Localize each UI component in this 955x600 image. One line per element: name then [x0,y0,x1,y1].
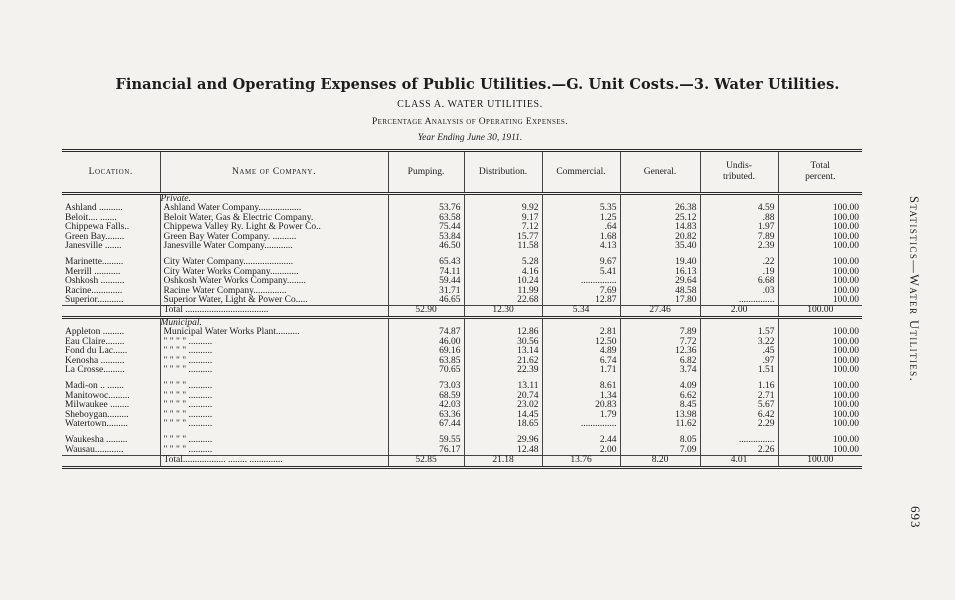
commercial-cell: ............... [542,420,620,429]
total-cell: 100.00 [778,277,862,286]
table-row [62,420,862,429]
empty-cell [62,456,160,467]
total-cell: 100.00 [778,223,862,232]
pumping-cell: 65.43 [388,258,464,267]
header-undistributed: Undis- tributed. [700,151,778,194]
general-cell: 7.89 [620,328,700,337]
table-row [62,296,862,306]
commercial-cell: 2.81 [542,328,620,337]
distribution-total-cell: 21.18 [464,456,542,467]
header-general: General. [620,151,700,194]
location-cell: Waukesha ......... [65,435,128,446]
undistributed-cell: 1.51 [700,366,778,375]
general-cell: 16.13 [620,268,700,277]
company-cell: " " " " .......... [160,357,388,366]
commercial-cell: 1.34 [542,392,620,401]
distribution-cell: 12.86 [464,328,542,337]
running-head: Statistics—Water Utilities. [907,196,921,383]
expenses-table-wrapper [62,149,862,529]
company-cell: City Water Works Company............ [160,268,388,277]
commercial-cell: 2.00 [542,446,620,456]
pumping-cell: 63.58 [388,214,464,223]
company-cell: " " " " .......... [160,347,388,356]
undistributed-cell: 4.59 [700,204,778,213]
undistributed-cell: .19 [700,268,778,277]
distribution-cell: 9.17 [464,214,542,223]
total-cell: 100.00 [778,214,862,223]
undistributed-cell: 7.89 [700,233,778,242]
company-cell: " " " " .......... [160,436,388,445]
general-cell: 17.80 [620,296,700,306]
general-cell: 25.12 [620,214,700,223]
commercial-cell: 4.89 [542,347,620,356]
distribution-cell: 20.74 [464,392,542,401]
location-cell: Ashland .......... [65,203,123,214]
pumping-cell: 59.44 [388,277,464,286]
table-body [62,194,862,468]
empty-cell [62,306,160,317]
location-cell: Marinette......... [65,257,124,268]
undistributed-cell: 6.42 [700,411,778,420]
undistributed-cell: .03 [700,287,778,296]
total-cell: 100.00 [778,204,862,213]
undistributed-cell: ............... [700,296,778,306]
undistributed-cell: 2.39 [700,242,778,251]
undistributed-cell: 3.22 [700,338,778,347]
general-cell: 20.82 [620,233,700,242]
distribution-cell: 14.45 [464,411,542,420]
distribution-cell: 23.02 [464,401,542,410]
distribution-cell: 21.62 [464,357,542,366]
municipal-section-label: Municipal. [160,317,388,328]
company-cell: Green Bay Water Company. .......... [160,233,388,242]
table-row [62,366,862,375]
distribution-cell: 4.16 [464,268,542,277]
pumping-cell: 74.11 [388,268,464,277]
total-cell: 100.00 [778,233,862,242]
pumping-cell: 76.17 [388,446,464,456]
location-cell: Madi-on .. ....... [65,381,124,392]
header-distribution: Distribution. [464,151,542,194]
location-cell: Fond du Lac...... [65,346,128,357]
total-cell: 100.00 [778,411,862,420]
header-total-percent: Total percent. [778,151,862,194]
total-cell: 100.00 [778,382,862,391]
location-cell: Milwaukee ........ [65,400,130,411]
location-cell: Oshkosh .......... [65,276,125,287]
company-cell: Ashland Water Company.................. [160,204,388,213]
location-cell: Superior........... [65,295,124,306]
undistributed-cell: 1.57 [700,328,778,337]
commercial-cell: 7.69 [542,287,620,296]
location-cell: Chippewa Falls.. [65,222,130,233]
commercial-cell: 2.44 [542,436,620,445]
commercial-cell: 12.50 [542,338,620,347]
commercial-total-cell: 5.34 [542,306,620,317]
commercial-cell: 4.13 [542,242,620,251]
commercial-cell: 1.71 [542,366,620,375]
page-title: Financial and Operating Expenses of Public Utilities.—G. Unit Costs.—3. Water Utilities. [115,76,840,93]
undistributed-cell: .45 [700,347,778,356]
private-section-label: Private. [160,194,388,205]
undistributed-cell: 1.16 [700,382,778,391]
distribution-cell: 22.68 [464,296,542,306]
general-cell: 48.58 [620,287,700,296]
total-label: Total.................. ........ .............. [160,456,388,467]
location-cell: Manitowoc......... [65,390,130,401]
commercial-total-cell: 13.76 [542,456,620,467]
general-cell: 4.09 [620,382,700,391]
table-row [62,242,862,251]
company-cell: Oshkosh Water Works Company........ [160,277,388,286]
total-cell: 100.00 [778,420,862,429]
general-cell: 8.05 [620,436,700,445]
pumping-cell: 53.76 [388,204,464,213]
general-cell: 14.83 [620,223,700,232]
undistributed-total-cell: 2.00 [700,306,778,317]
year-line: Year Ending June 30, 1911. [417,133,523,143]
company-cell: Chippewa Valley Ry. Light & Power Co.. [160,223,388,232]
location-cell: Wausau............ [65,444,124,455]
general-cell: 29.64 [620,277,700,286]
table-row [62,446,862,456]
distribution-cell: 30.56 [464,338,542,347]
undistributed-cell: ............... [700,436,778,445]
company-cell: Racine Water Company.............. [160,287,388,296]
total-cell: 100.00 [778,357,862,366]
general-cell: 26.38 [620,204,700,213]
company-cell: " " " " .......... [160,446,388,456]
general-cell: 6.62 [620,392,700,401]
company-cell: " " " " .......... [160,411,388,420]
commercial-cell: 12.87 [542,296,620,306]
general-cell: 11.62 [620,420,700,429]
location-cell: Racine............. [65,285,123,296]
location-cell: Merrill ........... [65,266,121,277]
distribution-cell: 5.28 [464,258,542,267]
pumping-cell: 63.36 [388,411,464,420]
total-cell: 100.00 [778,446,862,456]
expenses-table [62,149,862,469]
distribution-cell: 13.14 [464,347,542,356]
company-cell: City Water Company..................... [160,258,388,267]
total-label: Total ................................... [160,306,388,317]
undistributed-cell: .22 [700,258,778,267]
location-cell: Janesville ....... [65,241,122,252]
commercial-cell: 1.68 [542,233,620,242]
pumping-cell: 69.16 [388,347,464,356]
general-cell: 7.72 [620,338,700,347]
distribution-total-cell: 12.30 [464,306,542,317]
general-cell: 3.74 [620,366,700,375]
pumping-cell: 74.87 [388,328,464,337]
general-cell: 6.82 [620,357,700,366]
total-cell: 100.00 [778,328,862,337]
distribution-cell: 10.24 [464,277,542,286]
distribution-cell: 29.96 [464,436,542,445]
pumping-cell: 53.84 [388,233,464,242]
pumping-cell: 73.03 [388,382,464,391]
commercial-cell: 6.74 [542,357,620,366]
pumping-cell: 42.03 [388,401,464,410]
undistributed-cell: 5.67 [700,401,778,410]
total-cell: 100.00 [778,392,862,401]
total-cell: 100.00 [778,347,862,356]
commercial-cell: 1.25 [542,214,620,223]
undistributed-cell: .97 [700,357,778,366]
pumping-cell: 68.59 [388,392,464,401]
general-cell: 13.98 [620,411,700,420]
undistributed-cell: .88 [700,214,778,223]
header-row [62,151,862,194]
company-cell: " " " " .......... [160,401,388,410]
company-cell: " " " " .......... [160,366,388,375]
distribution-cell: 22.39 [464,366,542,375]
distribution-cell: 11.99 [464,287,542,296]
total-cell: 100.00 [778,296,862,306]
commercial-cell: 5.41 [542,268,620,277]
company-cell: " " " " .......... [160,338,388,347]
general-total-cell: 8.20 [620,456,700,467]
table-subtitle: Percentage Analysis of Operating Expenses. [372,117,568,127]
general-cell: 19.40 [620,258,700,267]
total-cell: 100.00 [778,258,862,267]
company-cell: Superior Water, Light & Power Co..... [160,296,388,306]
general-total-cell: 27.46 [620,306,700,317]
pumping-cell: 75.44 [388,223,464,232]
location-cell: Appleton ......... [65,327,125,338]
total-cell: 100.00 [778,366,862,375]
commercial-cell: 20.83 [542,401,620,410]
total-cell: 100.00 [778,436,862,445]
header-commercial: Commercial. [542,151,620,194]
total-total-cell: 100.00 [778,456,862,467]
undistributed-cell: 2.26 [700,446,778,456]
undistributed-cell: 2.29 [700,420,778,429]
pumping-cell: 46.65 [388,296,464,306]
distribution-cell: 18.65 [464,420,542,429]
location-cell: Watertown......... [65,418,128,429]
commercial-cell: 1.79 [542,411,620,420]
location-cell: Kenosha .......... [65,355,125,366]
undistributed-cell: 6.68 [700,277,778,286]
general-cell: 12.36 [620,347,700,356]
total-cell: 100.00 [778,401,862,410]
undistributed-cell: 1.97 [700,223,778,232]
pumping-cell: 46.00 [388,338,464,347]
pumping-total-cell: 52.90 [388,306,464,317]
distribution-cell: 9.92 [464,204,542,213]
distribution-cell: 15.77 [464,233,542,242]
distribution-cell: 11.58 [464,242,542,251]
class-heading: CLASS A. WATER UTILITIES. [397,99,543,110]
general-cell: 8.45 [620,401,700,410]
header-pumping: Pumping. [388,151,464,194]
location-cell: La Crosse......... [65,364,125,375]
distribution-cell: 13.11 [464,382,542,391]
total-cell: 100.00 [778,287,862,296]
location-cell: Eau Claire........ [65,336,125,347]
pumping-cell: 70.65 [388,366,464,375]
total-cell: 100.00 [778,242,862,251]
general-cell: 35.40 [620,242,700,251]
company-cell: Beloit Water, Gas & Electric Company. [160,214,388,223]
undistributed-total-cell: 4.01 [700,456,778,467]
private-total-row [62,306,862,317]
company-cell: " " " " .......... [160,382,388,391]
municipal-total-row [62,456,862,467]
distribution-cell: 12.48 [464,446,542,456]
location-cell: Sheboygan......... [65,409,129,420]
pumping-cell: 59.55 [388,436,464,445]
company-cell: Municipal Water Works Plant.......... [160,328,388,337]
company-cell: Janesville Water Company............ [160,242,388,251]
pumping-cell: 67.44 [388,420,464,429]
total-total-cell: 100.00 [778,306,862,317]
commercial-cell: ............... [542,277,620,286]
general-cell: 7.09 [620,446,700,456]
distribution-cell: 7.12 [464,223,542,232]
company-cell: " " " " .......... [160,420,388,429]
pumping-total-cell: 52.85 [388,456,464,467]
total-cell: 100.00 [778,338,862,347]
location-cell: Beloit.... ....... [65,212,117,223]
commercial-cell: 8.61 [542,382,620,391]
header-company: Name of Company. [160,151,388,194]
commercial-cell: 9.67 [542,258,620,267]
page-number: 693 [908,506,923,529]
header-location: Location. [62,151,160,194]
pumping-cell: 63.85 [388,357,464,366]
location-cell: Green Bay........ [65,231,125,242]
commercial-cell: 5.35 [542,204,620,213]
pumping-cell: 46.50 [388,242,464,251]
total-cell: 100.00 [778,268,862,277]
undistributed-cell: 2.71 [700,392,778,401]
company-cell: " " " " .......... [160,392,388,401]
pumping-cell: 31.71 [388,287,464,296]
commercial-cell: .64 [542,223,620,232]
